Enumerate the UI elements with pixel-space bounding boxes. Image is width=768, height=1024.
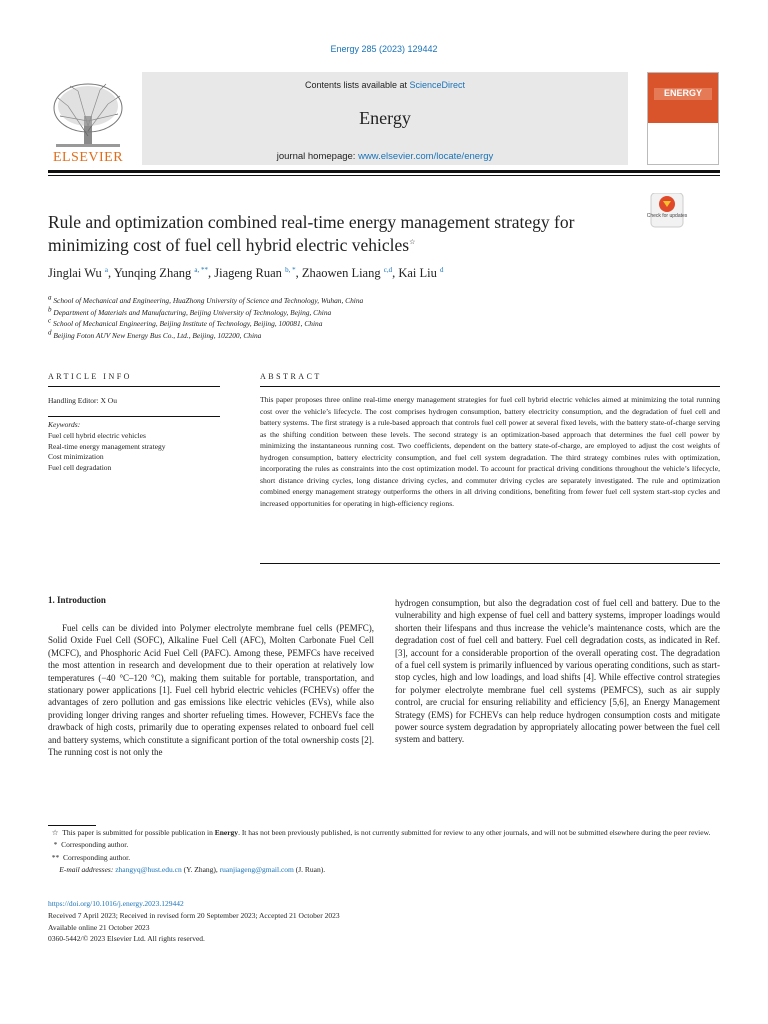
- author-affiliation-mark[interactable]: c,d: [383, 265, 393, 274]
- author-affiliation-mark[interactable]: a: [104, 265, 109, 274]
- doi-link[interactable]: https://doi.org/10.1016/j.energy.2023.129442: [48, 899, 184, 908]
- affiliation-list: [48, 295, 728, 341]
- footnote-text: Corresponding author.: [61, 840, 129, 850]
- keyword-item: Real-time energy management strategy: [48, 441, 166, 451]
- affiliation-mark: c: [48, 316, 52, 325]
- journal-homepage-line: [142, 151, 628, 162]
- author-name[interactable]: Yunqing Zhang: [113, 266, 192, 280]
- author-affiliation-mark[interactable]: d: [440, 265, 444, 274]
- publisher-name: ELSEVIER: [52, 150, 124, 165]
- footnote-journal: Energy: [214, 828, 239, 837]
- contents-list-line: [142, 80, 628, 90]
- author-affiliation-mark[interactable]: b, *: [285, 265, 296, 274]
- abstract-heading: ABSTRACT: [260, 372, 322, 381]
- body-text-column-right: hydrogen consumption, but also the degradation cost of fuel cell and battery. Due to the vulnerability and high expense of fuel cell and battery systems, improper loadings would shorten their lifespans and thus increase the vehicle’s maintenance costs, which are the degradation cost of fuel cell and battery. Fuel cell degradation costs, as indicated in Ref. [3], account for a considerable proportion of the overall operating cost. The degradation of a fuel cell system is primarily influenced by various operating conditions, such as start-stop cycles, high and low loadings, and load shifts [4]. While effective control strategies for polymer electrolyte membrane fuel cell systems (PEMFCS), such as air supply control, are crucial for ensuring reliability and efficiency [5,6], an Energy Management Strategy (EMS) for FCHEVs can help reduce hydrogen consumption costs and mitigate power source system degradation by appropriately allocating power between the fuel cell system and battery.: [395, 598, 720, 745]
- author-name[interactable]: Jinglai Wu: [48, 266, 102, 280]
- copyright-notice: 0360-5442/© 2023 Elsevier Ltd. All rights reserved.: [48, 934, 205, 944]
- author-affiliation-mark[interactable]: a, **: [194, 265, 208, 274]
- check-for-updates-label: Check for updates: [646, 213, 688, 219]
- author-list: Jinglai Wu $^a$, Yunqing Zhang $^{a, **}$, Jiageng Ruan $^{b, *}$, Zhaowen Liang $^{c,d}$, Kai Liu $^d$: [48, 265, 444, 280]
- header-rule-thin: [48, 175, 720, 176]
- journal-name: Energy: [359, 108, 411, 128]
- cover-title: ENERGY: [654, 88, 712, 100]
- keywords-label: Keywords:: [48, 420, 81, 429]
- cover-lower-panel: [648, 123, 718, 164]
- author-name[interactable]: Jiageng Ruan: [214, 266, 282, 280]
- body-text-column-left: Fuel cells can be divided into Polymer electrolyte membrane fuel cells (PEMFC), Solid Oxide Fuel Cell (SOFC), Alkaline Fuel Cell (AFC), Molten Carbonate Fuel Cell (MCFC), and Phosphoric Acid Fuel Cell (PAFC). Among these, PEMFCs have received the most attention in research and development due to their operation at relatively low temperatures (−40 °C–120 °C), making them suitable for portable, transportation, and stationary power applications [1]. Fuel cell hybrid electric vehicles (FCHEVs) offer the advantages of zero pollution and gas emissions like electric vehicles (EVs), while also providing longer driving ranges and shorter refueling times. However, FCHEVs face the drawback of high costs, primarily due to operating expenses related to onboard fuel cell and battery systems, which constitute a significant portion of the total ownership costs [2]. The running cost is not only the: [48, 623, 374, 758]
- title-footnote-mark[interactable]: ☆: [409, 238, 416, 247]
- check-for-updates-icon[interactable]: [648, 193, 686, 229]
- footnote-text: Corresponding author.: [63, 852, 131, 862]
- affiliation-text: School of Mechanical and Engineering, HuaZhong University of Science and Technology, Wuhan, China: [53, 296, 364, 305]
- affiliation-item: [48, 307, 728, 319]
- received-dates: Received 7 April 2023; Received in revised form 20 September 2023; Accepted 21 October 2023: [48, 910, 340, 920]
- footnote-corresponding: * Corresponding author.: [48, 840, 129, 850]
- section-heading-introduction: 1. Introduction: [48, 595, 106, 605]
- affiliation-text: Department of Materials and Manufacturing, Beijing University of Technology, Bejing, China: [53, 307, 332, 317]
- affiliation-item: [48, 330, 728, 342]
- footnote-emails: [48, 864, 720, 876]
- article-info-rule: [48, 416, 220, 417]
- abstract-rule: [260, 563, 720, 564]
- abstract-rule: [260, 386, 720, 387]
- footnote-text: . It has not been previously published, is not currently submitted for review to any other journals, and will not be submitted elsewhere during the peer review.: [238, 828, 711, 837]
- affiliation-mark: b: [48, 305, 52, 314]
- keyword-item: Fuel cell degradation: [48, 462, 112, 472]
- journal-reference-link[interactable]: Energy 285 (2023) 129442: [330, 44, 438, 54]
- email-link[interactable]: zhangyq@hust.edu.cn: [115, 864, 182, 874]
- homepage-prefix: journal homepage:: [276, 151, 359, 162]
- journal-cover-image[interactable]: [647, 72, 719, 165]
- footnote-corresponding: ** Corresponding author.: [48, 852, 131, 862]
- keyword-item: Cost minimization: [48, 452, 104, 461]
- footnotes: [48, 827, 720, 876]
- sciencedirect-link[interactable]: ScienceDirect: [409, 80, 466, 90]
- email-owner: (Y. Zhang),: [181, 864, 220, 874]
- affiliation-item: [48, 295, 728, 307]
- affiliation-mark: d: [48, 328, 52, 337]
- article-info-rule: [48, 386, 220, 387]
- affiliation-mark: a: [48, 293, 52, 302]
- keyword-item: Fuel cell hybrid electric vehicles: [48, 431, 146, 440]
- keyword-list: [48, 431, 166, 473]
- header-rule-thick: [48, 170, 720, 173]
- affiliation-text: School of Mechanical Engineering, Beijing Institute of Technology, Beijing, 100081, China: [52, 319, 323, 328]
- abstract-text: This paper proposes three online real-time energy management strategies for fuel cell hybrid electric vehicles aimed at minimizing the total running cost over the vehicle’s lifecycle. The cost comprises hydrogen consumption, battery electricity consumption, and the degradation of fuel cell and battery systems. The first strategy is a rule-based approach that controls fuel cell power at several fixed levels, with the battery state-of-charge serving as the shifting condition between these levels. The second strategy is an optimization-based approach that determines the fuel cell power by minimizing the instantaneous running cost. Two coefficients, dependent on the battery state-of-charge, are employed to adjust the cost weights of hydrogen consumption, battery electricity consumption, and fuel cell system degradation. The third strategy combines rules with optimization, incorporating the rules as constraints into the cost optimization model. To account for practical driving conditions throughout the vehicle’s lifecycle, short distance driving cycles, long distance driving cycles, and commuter driving cycles are separately investigated. The rule and optimization combined energy management strategy outperforms the others in all driving conditions, benefiting from fewer fuel cell system start-stop cycles and increased opportunities for operating in high-efficiency regions.: [260, 395, 720, 508]
- contents-prefix: Contents lists available at: [304, 80, 410, 90]
- footnote-star: ☆ This paper is submitted for possible publication in Energy. It has not been previously published, is not currently submitted for review to any other journals, and will not be submitted elsewhere during the peer review.: [48, 828, 711, 837]
- article-info-heading: ARTICLE INFO: [48, 372, 132, 381]
- handling-editor: Handling Editor: X Ou: [48, 396, 117, 405]
- author-name[interactable]: Zhaowen Liang: [301, 266, 381, 280]
- email-owner: (J. Ruan).: [293, 864, 326, 874]
- author-name[interactable]: Kai Liu: [398, 266, 437, 280]
- affiliation-item: [48, 318, 728, 330]
- article-title-text: Rule and optimization combined real-time energy management strategy for minimizing cost of fuel cell hybrid electric vehicles: [48, 212, 575, 255]
- article-title: [48, 211, 638, 257]
- homepage-link[interactable]: www.elsevier.com/locate/energy: [358, 151, 494, 162]
- footnote-text: This paper is submitted for possible publication in: [62, 828, 215, 837]
- email-link[interactable]: ruanjiageng@gmail.com: [219, 864, 294, 874]
- available-online-date: Available online 21 October 2023: [48, 922, 150, 932]
- footnote-rule: [48, 825, 96, 826]
- email-label: E-mail addresses:: [59, 864, 116, 874]
- affiliation-text: Beijing Foton AUV New Energy Bus Co., Ltd., Beijing, 102200, China: [53, 330, 262, 340]
- publication-info: [48, 898, 720, 945]
